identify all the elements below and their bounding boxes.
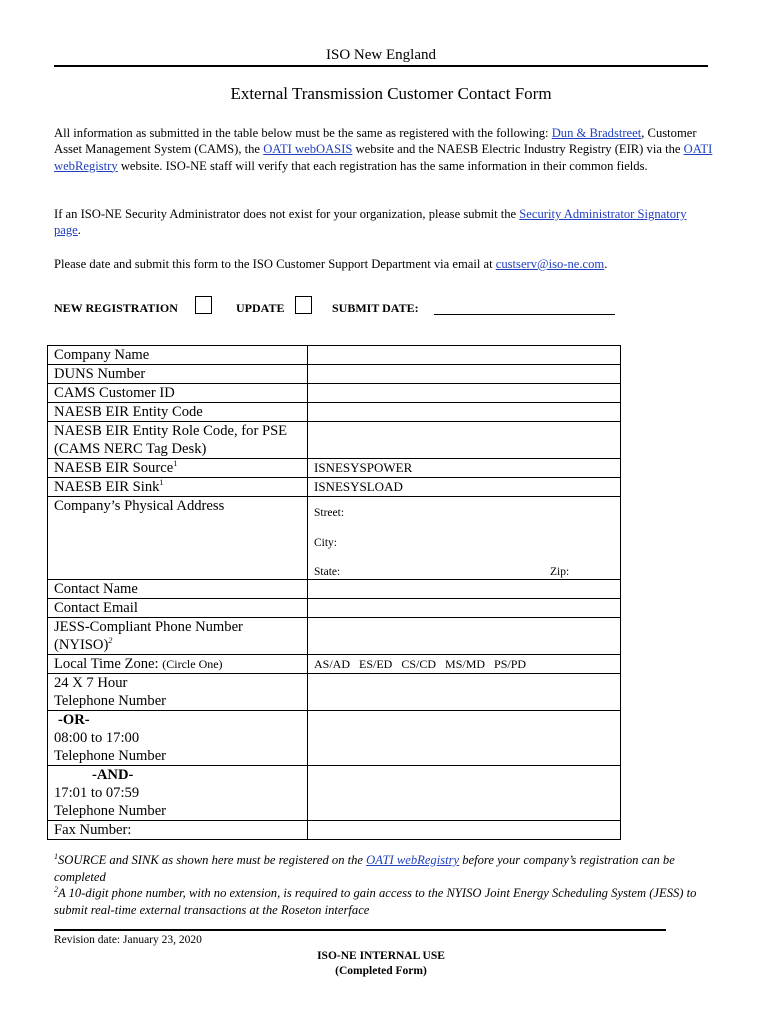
footnote-marker: 2 <box>54 884 58 894</box>
address-field[interactable] <box>308 497 621 580</box>
footnote-ref: 1 <box>159 478 164 488</box>
jess-line-2: (NYISO) <box>54 637 109 653</box>
zip-label: Zip: <box>550 566 570 578</box>
naesb-source-value: ISNESYSPOWER <box>308 459 621 478</box>
time-zone-options[interactable]: AS/AD ES/ED CS/CD MS/MD PS/PD <box>308 655 621 674</box>
internal-use-title: ISO-NE INTERNAL USE <box>317 950 445 962</box>
submit-date-field[interactable] <box>434 314 615 315</box>
table-row <box>48 821 621 840</box>
city-label: City: <box>314 537 338 549</box>
fax-label: Fax Number: <box>48 821 308 840</box>
sink-label-text: NAESB EIR Sink <box>54 479 160 495</box>
source-label-text: NAESB EIR Source <box>54 460 174 476</box>
table-row <box>48 580 621 599</box>
new-registration-label: NEW REGISTRATION <box>54 301 178 315</box>
phone-day-label <box>48 711 308 766</box>
table-row <box>48 655 621 674</box>
table-row <box>48 365 621 384</box>
fax-field[interactable] <box>308 821 621 840</box>
state-label: State: <box>314 566 341 578</box>
intro-text: If an ISO-NE Security Administrator does not exist for your organization, please submit the <box>54 207 520 221</box>
phone-night-label <box>48 766 308 821</box>
table-row <box>48 384 621 403</box>
intro-text: , Customer Asset Management System (CAMS), the <box>54 126 697 157</box>
time-zone-label <box>48 655 308 674</box>
revision-date: Revision date: January 23, 2020 <box>54 934 202 946</box>
table-row <box>48 346 621 365</box>
tel-night-text: 17:01 to 07:59 <box>54 785 140 801</box>
intro-text: . <box>604 257 608 271</box>
cams-id-field[interactable] <box>308 384 621 403</box>
contact-name-label: Contact Name <box>48 580 308 599</box>
footnote-marker: 1 <box>54 851 58 861</box>
phone-24x7-label <box>48 674 308 711</box>
intro-paragraph-submit <box>54 256 714 272</box>
table-row <box>48 618 621 655</box>
table-row <box>48 403 621 422</box>
dun-bradstreet-link[interactable]: Dun & Bradstreet <box>551 126 642 140</box>
address-label: Company’s Physical Address <box>48 497 308 580</box>
phone-night-field[interactable] <box>308 766 621 821</box>
intro-text: . <box>77 223 81 238</box>
footnote-ref: 1 <box>173 459 178 469</box>
intro-text: Please date and submit this form to the ISO Customer Support Department via email at <box>54 257 496 271</box>
intro-text: website and the NAESB Electric Industry Registry (EIR) via the <box>352 142 684 157</box>
company-name-label: Company Name <box>48 346 308 365</box>
table-row <box>48 599 621 618</box>
naesb-entity-field[interactable] <box>308 403 621 422</box>
update-checkbox[interactable] <box>295 296 312 314</box>
table-row <box>48 459 621 478</box>
naesb-role-label <box>48 422 308 459</box>
table-row <box>48 674 621 711</box>
footnote-1 <box>54 852 714 885</box>
tel-24x7-text: 24 X 7 Hour <box>54 675 128 691</box>
table-row <box>48 766 621 821</box>
table-row <box>48 497 621 580</box>
and-text: -AND- <box>92 767 134 783</box>
company-name-field[interactable] <box>308 346 621 365</box>
footnote-text: A 10-digit phone number, with no extension, is required to gain access to the NYISO Joint Energy Scheduling System (JESS) to submit real-time external transactions at the Roseton interface <box>54 886 697 917</box>
footnote-2 <box>54 885 714 918</box>
footnote-text: before your company’s registration can be completed <box>54 853 675 884</box>
footnotes <box>54 852 714 918</box>
tel-number-text: Telephone Number <box>54 693 167 709</box>
duns-label: DUNS Number <box>48 365 308 384</box>
intro-paragraph-registration <box>54 125 714 174</box>
table-row <box>48 422 621 459</box>
naesb-source-label <box>48 459 308 478</box>
form-title: External Transmission Customer Contact Form <box>230 84 552 103</box>
completed-form-note: (Completed Form) <box>335 965 427 977</box>
internal-use-block <box>0 949 762 979</box>
oati-webregistry-link[interactable]: OATI webRegistry <box>54 142 713 173</box>
contact-form-table <box>47 345 621 840</box>
naesb-role-line-2: (CAMS NERC Tag Desk) <box>54 441 207 457</box>
contact-name-field[interactable] <box>308 580 621 599</box>
jess-phone-field[interactable] <box>308 618 621 655</box>
naesb-entity-label: NAESB EIR Entity Code <box>48 403 308 422</box>
footnote-text: SOURCE and SINK as shown here must be registered on the <box>58 853 367 867</box>
naesb-sink-label <box>48 478 308 497</box>
intro-text: All information as submitted in the table below must be the same as registered with the following: <box>54 126 552 140</box>
contact-email-label: Contact Email <box>48 599 308 618</box>
tel-number-text: Telephone Number <box>54 748 167 764</box>
naesb-role-field[interactable] <box>308 422 621 459</box>
new-registration-checkbox[interactable] <box>195 296 212 314</box>
oati-weboasis-link[interactable]: OATI webOASIS <box>263 142 353 157</box>
tel-day-text: 08:00 to 17:00 <box>54 730 140 746</box>
time-zone-text: Local Time Zone: <box>54 656 159 672</box>
contact-email-field[interactable] <box>308 599 621 618</box>
table-row <box>48 711 621 766</box>
custserv-email-link[interactable]: custserv@iso-ne.com <box>495 257 605 271</box>
intro-text: website. ISO-NE staff will verify that each registration has the same information in their common fields. <box>117 158 648 173</box>
header-organization: ISO New England <box>326 47 436 63</box>
naesb-sink-value: ISNESYSLOAD <box>308 478 621 497</box>
tel-number-text: Telephone Number <box>54 803 167 819</box>
security-administrator-link[interactable]: Security Administrator Signatory page <box>54 207 687 238</box>
oati-webregistry-link-footnote[interactable]: OATI webRegistry <box>366 853 460 867</box>
update-label: UPDATE <box>236 301 285 315</box>
footer-divider <box>54 929 666 931</box>
or-text: -OR- <box>58 712 90 728</box>
header-divider <box>54 65 708 67</box>
circle-one-note: (Circle One) <box>162 657 223 671</box>
table-row <box>48 478 621 497</box>
intro-paragraph-security-admin <box>54 206 714 239</box>
phone-24x7-field[interactable] <box>308 674 621 711</box>
street-label: Street: <box>314 507 345 519</box>
footnote-ref: 2 <box>108 636 113 646</box>
naesb-role-line-1: NAESB EIR Entity Role Code, for PSE <box>54 423 288 439</box>
cams-id-label: CAMS Customer ID <box>48 384 308 403</box>
phone-day-field[interactable] <box>308 711 621 766</box>
duns-field[interactable] <box>308 365 621 384</box>
jess-phone-label <box>48 618 308 655</box>
submit-date-label: SUBMIT DATE: <box>332 301 419 315</box>
jess-line-1: JESS-Compliant Phone Number <box>54 619 243 635</box>
